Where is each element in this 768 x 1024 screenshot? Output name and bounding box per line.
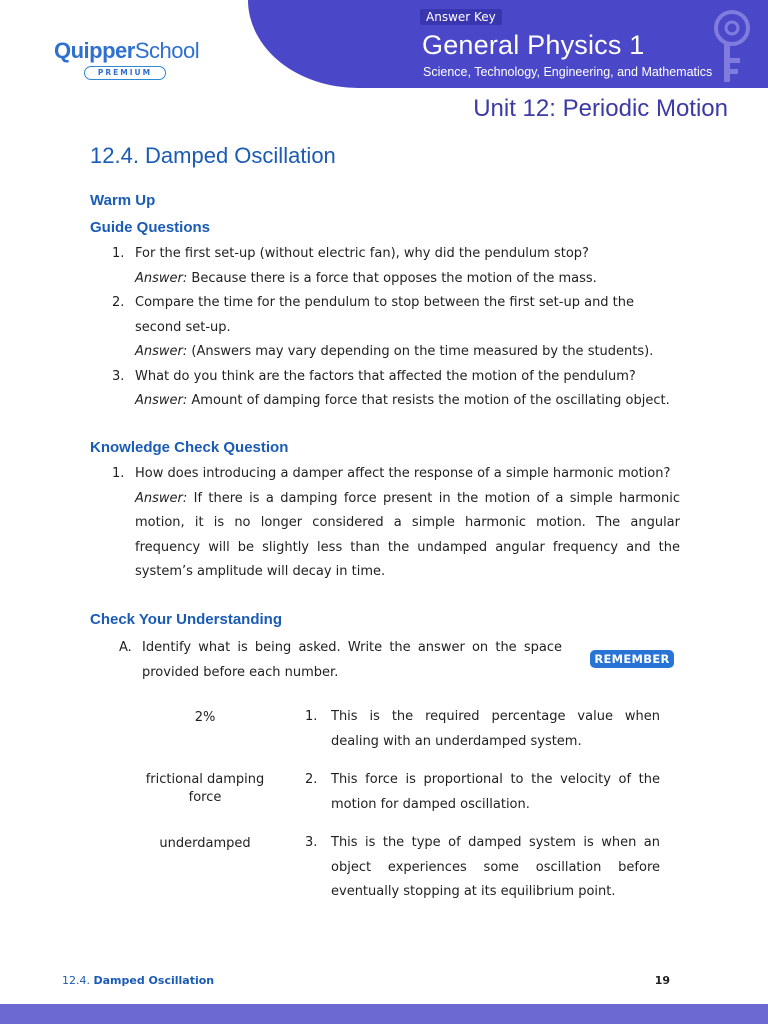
logo-brand: Quipper (54, 38, 135, 63)
section-title: 12.4. Damped Oscillation (90, 143, 336, 168)
answer-text: Answer: (Answers may vary depending on the time measured by the students). (135, 344, 654, 359)
strand-label: Science, Technology, Engineering, and Mathematics (423, 65, 713, 79)
subject-title: General Physics 1 (422, 30, 645, 60)
list-item: 2. Compare the time for the pendulum to stop between the first set-up and the second set-up. Answer: (Answers may vary depending on the time measured by the students). (90, 291, 680, 365)
footer-section: 12.4. Damped Oscillation (62, 974, 215, 987)
answer-1: 2% (194, 710, 216, 725)
answer-text: Answer: Amount of damping force that resists the motion of the oscillating object. (135, 393, 670, 408)
question-text: For the first set-up (without electric fan), why did the pendulum stop? (135, 246, 589, 261)
question-text: What do you think are the factors that affected the motion of the pendulum? (135, 368, 636, 384)
question-text: Compare the time for the pendulum to stop between the first set-up and the second set-up. (135, 295, 635, 335)
answer-key-badge: Answer Key (420, 9, 502, 25)
list-item: 1. How does introducing a damper affect the response of a simple harmonic motion? Answer: If there is a damping force present in the motion of a simple harmonic motion, it is no longer considered a simple harmonic motion. The angular frequency will be slightly less than the undamped angular frequency and the system’s amplitude will decay in time. (90, 462, 680, 585)
list-item: 1. For the first set-up (without electric fan), why did the pendulum stop? Answer: Because there is a force that opposes the motion of the mass. (90, 242, 680, 291)
unit-title: Unit 12: Periodic Motion (473, 95, 728, 122)
answer-text: Answer: Because there is a force that opposes the motion of the mass. (135, 270, 597, 286)
warm-up-heading: Warm Up (90, 192, 156, 209)
list-item: 3. What do you think are the factors that affected the motion of the pendulum? Answer: Amount of damping force that resists the motion of the oscillating object. (90, 365, 680, 414)
premium-badge: PREMIUM (84, 66, 166, 80)
answer-3: underdamped (159, 836, 251, 851)
remember-badge[interactable]: REMEMBER (590, 650, 674, 668)
guide-questions-list (90, 242, 680, 414)
knowledge-check-list (90, 462, 680, 585)
part-a-instruction: A. Identify what is being asked. Write the answer on the space provided before each number. (119, 640, 562, 680)
question-text: How does introducing a damper affect the response of a simple harmonic motion? (135, 466, 671, 481)
knowledge-check-heading: Knowledge Check Question (90, 439, 289, 456)
page-number: 19 (654, 974, 670, 987)
question-3: 3. This is the type of damped system is when an object experiences some oscillation before eventually stopping at its equilibrium point. (305, 835, 660, 899)
question-2: 2. This force is proportional to the velocity of the motion for damped oscillation. (305, 772, 660, 812)
answer-text: Answer: If there is a damping force present in the motion of a simple harmonic motion, it is no longer considered a simple harmonic motion. The angular frequency will be slightly less than the undamped angular frequency and the system’s amplitude will decay in time. (135, 490, 680, 579)
answer-2: frictional damping force (145, 772, 265, 805)
logo-school: School (134, 38, 200, 63)
question-1: 1. This is the required percentage value when dealing with an underdamped system. (305, 709, 660, 749)
guide-questions-heading: Guide Questions (90, 219, 211, 236)
footer-bar (0, 1004, 768, 1024)
quipper-school-logo (54, 38, 199, 80)
check-understanding-heading: Check Your Understanding (90, 611, 282, 628)
